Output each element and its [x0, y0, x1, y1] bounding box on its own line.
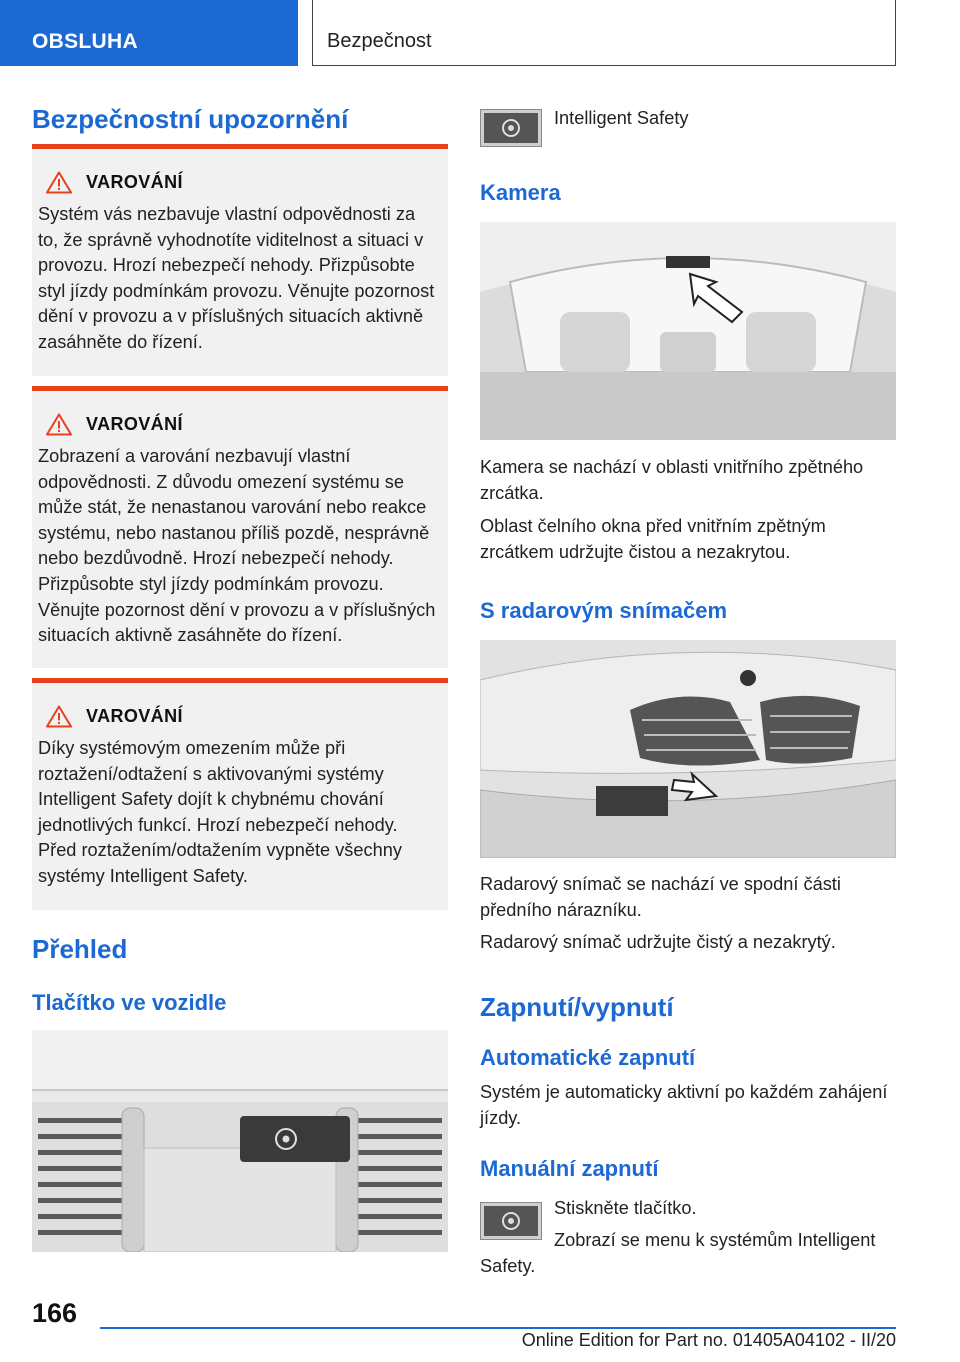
- warning-text: Díky systémovým omezením může při roztažení/odtažení s aktivovanými systémy Intelligent Safety dojít k chybnému chování jednotlivých funkcí. Hrozí nebezpečí nehody. Před roztažením/odtažením vypněte všechny systémy Intelligent Safety.: [38, 738, 402, 886]
- page-title: Bezpečnostní upozornění: [32, 104, 349, 134]
- auto-on-text: Systém je automaticky aktivní po každém zahájení jízdy.: [480, 1082, 888, 1128]
- car-interior-illustration: [480, 222, 896, 440]
- warning-label: VAROVÁNÍ: [86, 706, 183, 726]
- intelligent-safety-label: Intelligent Safety: [554, 108, 689, 128]
- warning-icon: [46, 705, 72, 728]
- warning-box-1: [32, 144, 448, 376]
- manual-step-2a: Zobrazí se menu k systémům Intelligent: [554, 1230, 876, 1250]
- intelligent-safety-button-icon: [480, 109, 542, 147]
- camera-figure: [480, 222, 896, 440]
- manual-step-2b: Safety.: [480, 1256, 536, 1276]
- intelligent-safety-icon: [501, 118, 521, 138]
- camera-paragraph-2: Oblast čelního okna před vnitřním zpětným zrcátkem udržujte čistou a nezakrytou.: [480, 516, 826, 562]
- warning-box-3: [32, 678, 448, 910]
- car-front-illustration: [480, 640, 896, 858]
- overview-title: Přehled: [32, 934, 128, 964]
- header-tab: OBSLUHA: [0, 0, 298, 66]
- manual-step-1: Stiskněte tlačítko.: [554, 1198, 697, 1218]
- warning-label: VAROVÁNÍ: [86, 414, 183, 434]
- camera-paragraph-1: Kamera se nachází v oblasti vnitřního zpětného zrcátka.: [480, 457, 864, 503]
- onoff-title: Zapnutí/vypnutí: [480, 992, 674, 1022]
- header-section-title: Bezpečnost: [312, 0, 896, 66]
- warning-text: Systém vás nezbavuje vlastní odpovědnosti za to, že správně vyhodnotíte viditelnost a situaci v provozu. Hrozí nebezpečí nehody. Přizpůsobte styl jízdy podmínkám provozu. Věnujte pozornost dění v provozu a v příslušných situacích aktivně zasáhněte do řízení.: [38, 204, 435, 352]
- radar-paragraph-2: Radarový snímač udržujte čistý a nezakrytý.: [480, 932, 836, 952]
- dashboard-button-figure: [32, 1030, 448, 1252]
- camera-title: Kamera: [480, 180, 561, 205]
- warning-icon: [46, 413, 72, 436]
- dashboard-illustration: [32, 1030, 448, 1252]
- footer-divider: [100, 1327, 896, 1329]
- warning-icon: [46, 171, 72, 194]
- manual-on-title: Manuální zapnutí: [480, 1156, 659, 1181]
- radar-title: S radarovým snímačem: [480, 598, 728, 623]
- warning-text: Zobrazení a varování nezbavují vlastní odpovědnosti. Z důvodu omezení systému se může stát, že nenastanou varování nebo reakce systému, nebo nastanou příliš pozdě, nesprávně nebo bezdůvodně. Hrozí nebezpečí nehody. Přizpůsobte styl jízdy podmínkám provozu. Věnujte pozornost dění v provozu a v příslušných situacích aktivně zasáhněte do řízení.: [38, 446, 436, 646]
- warning-box-2: [32, 386, 448, 668]
- button-section-title: Tlačítko ve vozidle: [32, 990, 227, 1015]
- radar-paragraph-1: Radarový snímač se nachází ve spodní části předního nárazníku.: [480, 874, 841, 920]
- intelligent-safety-icon: [501, 1211, 521, 1231]
- warning-label: VAROVÁNÍ: [86, 172, 183, 192]
- auto-on-title: Automatické zapnutí: [480, 1045, 696, 1070]
- radar-figure: [480, 640, 896, 858]
- edition-note: Online Edition for Part no. 01405A04102 - II/20: [521, 1330, 896, 1350]
- page-number: 166: [32, 1298, 78, 1328]
- manual-intelligent-safety-button-icon: [480, 1202, 542, 1240]
